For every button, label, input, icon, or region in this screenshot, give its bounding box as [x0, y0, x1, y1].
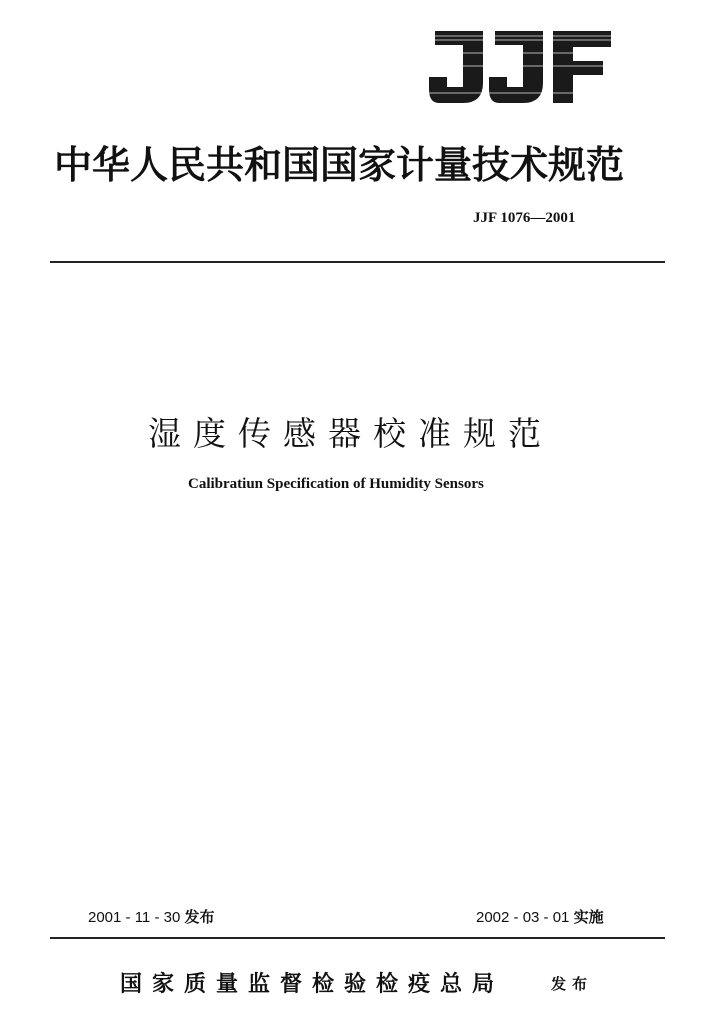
publisher: 国家质量监督检验检疫总局	[120, 971, 505, 997]
implement-label: 实施	[573, 908, 604, 926]
issue-date: 2001 - 11 - 30	[88, 909, 181, 926]
publish-label: 发布	[551, 975, 594, 993]
top-divider	[50, 261, 665, 263]
jjf-logo-icon	[425, 27, 615, 107]
issue-label: 发布	[184, 908, 215, 926]
document-title-zh: 湿度传感器校准规范	[148, 414, 553, 453]
implement-date-line	[476, 906, 604, 927]
main-title: 中华人民共和国国家计量技术规范	[54, 142, 625, 187]
standard-number: JJF 1076—2001	[473, 210, 576, 226]
issue-date-line	[88, 906, 214, 927]
implement-date: 2002 - 03 - 01	[476, 909, 570, 926]
jjf-logo	[425, 27, 615, 107]
bottom-divider	[50, 937, 665, 939]
document-title-en: Calibratiun Specification of Humidity Sensors	[188, 476, 484, 492]
